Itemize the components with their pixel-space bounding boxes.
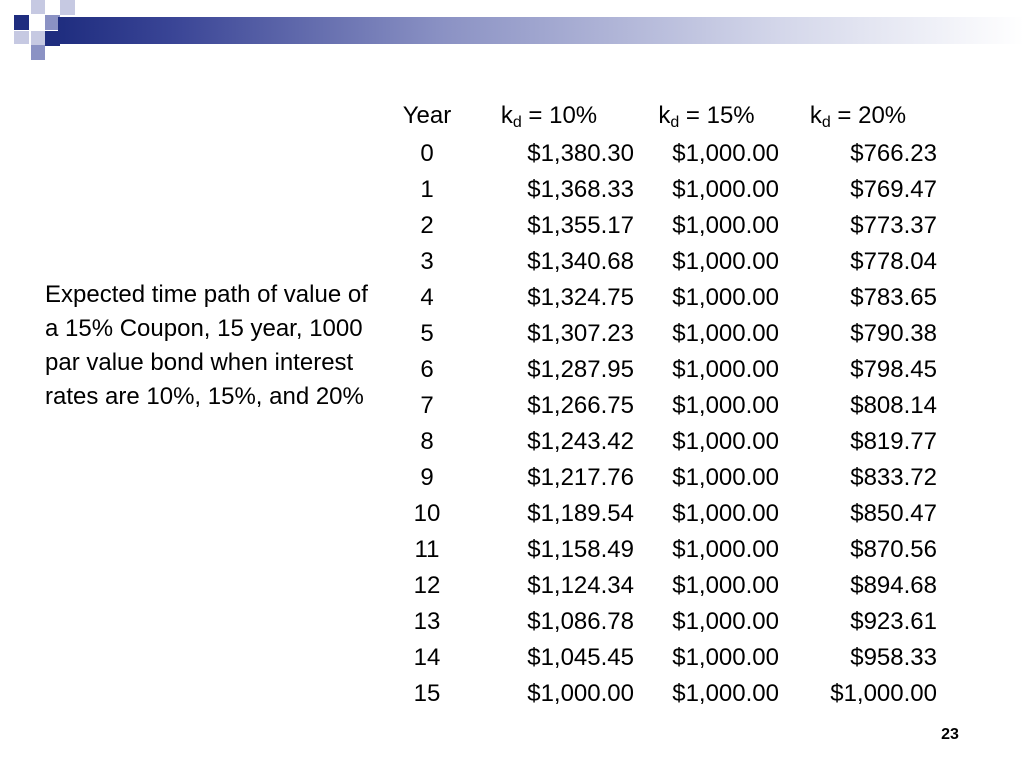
cell-year: 4: [420, 284, 434, 311]
table-row: [390, 316, 937, 352]
table-row: [390, 532, 937, 568]
cell-year: 2: [420, 212, 434, 239]
table-row: [390, 604, 937, 640]
cell-k10: $1,380.30: [527, 140, 634, 167]
header-k15-suffix: = 15%: [679, 102, 755, 129]
cell-k20: $766.23: [850, 140, 937, 167]
header-k20-suffix: = 20%: [830, 102, 907, 129]
cell-year: 3: [420, 248, 434, 275]
cell-k15: $1,000.00: [672, 644, 779, 671]
cell-year: 15: [413, 680, 441, 707]
cell-k10: $1,307.23: [527, 320, 634, 347]
cell-k15: $1,000.00: [672, 464, 779, 491]
cell-k10: $1,000.00: [527, 680, 634, 707]
header-k15-prefix: k: [658, 102, 671, 129]
cell-k15: $1,000.00: [672, 572, 779, 599]
cell-k20: $958.33: [850, 644, 937, 671]
cell-k15: $1,000.00: [672, 140, 779, 167]
cell-k15: $1,000.00: [672, 320, 779, 347]
table-row: [390, 208, 937, 244]
table-row: [390, 244, 937, 280]
table-body: [390, 136, 937, 712]
cell-k10: $1,086.78: [527, 608, 634, 635]
cell-k10: $1,045.45: [527, 644, 634, 671]
header-year: Year: [402, 102, 452, 129]
table-row: [390, 676, 937, 712]
table-row: [390, 136, 937, 172]
header-k10: [464, 96, 634, 136]
cell-k20: $769.47: [850, 176, 937, 203]
cell-k15: $1,000.00: [672, 428, 779, 455]
cell-k20: $870.56: [850, 536, 937, 563]
cell-k15: $1,000.00: [672, 392, 779, 419]
cell-year: 7: [420, 392, 434, 419]
table-row: [390, 388, 937, 424]
cell-k10: $1,124.34: [527, 572, 634, 599]
cell-year: 0: [420, 140, 434, 167]
slide-caption: Expected time path of value of a 15% Coupon, 15 year, 1000 par value bond when interest rates are 10%, 15%, and 20%: [45, 281, 368, 410]
cell-year: 1: [420, 176, 434, 203]
table-row: [390, 640, 937, 676]
cell-year: 14: [413, 644, 441, 671]
decor-square: [31, 31, 45, 45]
cell-year: 5: [420, 320, 434, 347]
decor-square: [14, 15, 29, 30]
cell-k15: $1,000.00: [672, 176, 779, 203]
cell-k20: $1,000.00: [830, 680, 937, 707]
cell-k20: $819.77: [850, 428, 937, 455]
decor-square: [14, 31, 29, 44]
cell-k20: $894.68: [850, 572, 937, 599]
header-k15: [634, 96, 779, 136]
cell-k20: $798.45: [850, 356, 937, 383]
header-k20-sub: d: [821, 114, 831, 131]
cell-k10: $1,158.49: [527, 536, 634, 563]
cell-k15: $1,000.00: [672, 536, 779, 563]
cell-year: 8: [420, 428, 434, 455]
cell-k10: $1,189.54: [527, 500, 634, 527]
header-k10-prefix: k: [500, 102, 513, 129]
cell-k20: $808.14: [850, 392, 937, 419]
cell-k20: $923.61: [850, 608, 937, 635]
table-header-row: [390, 96, 937, 136]
cell-k15: $1,000.00: [672, 680, 779, 707]
decor-square: [31, 0, 45, 14]
cell-k15: $1,000.00: [672, 356, 779, 383]
cell-k10: $1,266.75: [527, 392, 634, 419]
table-row: [390, 280, 937, 316]
cell-k20: $850.47: [850, 500, 937, 527]
header-k15-sub: d: [670, 114, 680, 131]
cell-k10: $1,355.17: [527, 212, 634, 239]
header-k20: [779, 96, 937, 136]
table-row: [390, 352, 937, 388]
page-number: 23: [941, 726, 959, 743]
cell-year: 13: [413, 608, 441, 635]
cell-k10: $1,324.75: [527, 284, 634, 311]
decor-square: [31, 45, 45, 60]
table-row: [390, 460, 937, 496]
header-gradient-bar: [58, 17, 1024, 44]
cell-k10: $1,368.33: [527, 176, 634, 203]
table-row: [390, 424, 937, 460]
bond-value-table: [390, 96, 937, 712]
cell-year: 6: [420, 356, 434, 383]
cell-k20: $783.65: [850, 284, 937, 311]
cell-k20: $773.37: [850, 212, 937, 239]
cell-year: 9: [420, 464, 434, 491]
table-row: [390, 172, 937, 208]
cell-year: 10: [413, 500, 441, 527]
cell-k15: $1,000.00: [672, 608, 779, 635]
cell-k20: $833.72: [850, 464, 937, 491]
cell-k15: $1,000.00: [672, 500, 779, 527]
header-k20-prefix: k: [809, 102, 822, 129]
header-k10-suffix: = 10%: [521, 102, 598, 129]
table-row: [390, 568, 937, 604]
header-k10-sub: d: [512, 114, 522, 131]
cell-k10: $1,217.76: [527, 464, 634, 491]
cell-k10: $1,287.95: [527, 356, 634, 383]
cell-k15: $1,000.00: [672, 248, 779, 275]
decor-square: [60, 0, 75, 15]
cell-k15: $1,000.00: [672, 212, 779, 239]
cell-k20: $778.04: [850, 248, 937, 275]
cell-k15: $1,000.00: [672, 284, 779, 311]
cell-year: 12: [413, 572, 441, 599]
cell-year: 11: [414, 536, 440, 563]
cell-k10: $1,340.68: [527, 248, 634, 275]
cell-k10: $1,243.42: [527, 428, 634, 455]
table-row: [390, 496, 937, 532]
cell-k20: $790.38: [850, 320, 937, 347]
